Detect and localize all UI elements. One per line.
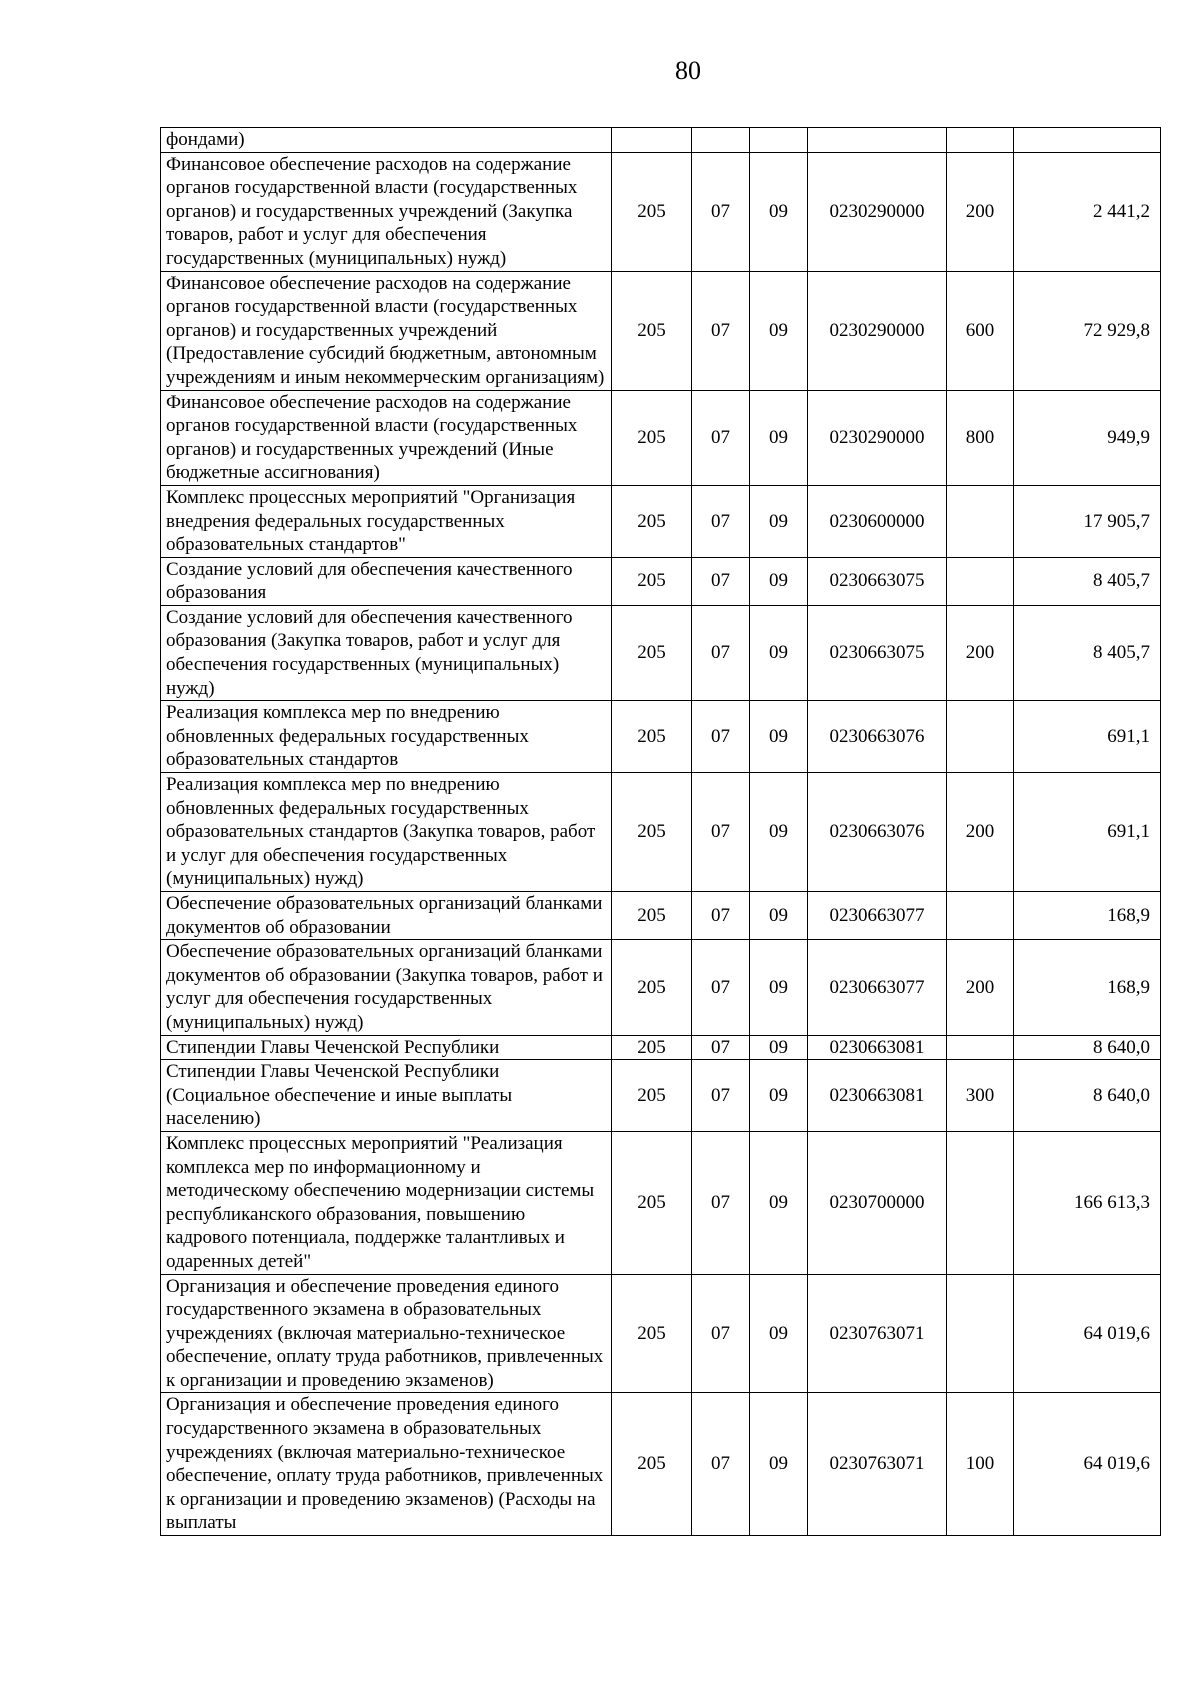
row-section-code-cell <box>692 128 750 153</box>
row-subsection-code-cell: 09 <box>750 605 808 700</box>
row-subsection-code-cell <box>750 128 808 153</box>
row-expense-type-cell: 200 <box>947 773 1014 892</box>
table-row <box>161 1131 1161 1274</box>
row-subsection-code-cell: 09 <box>750 701 808 773</box>
row-amount-cell: 949,9 <box>1014 390 1161 485</box>
row-amount-cell: 17 905,7 <box>1014 485 1161 557</box>
row-target-article-cell: 0230663081 <box>808 1035 947 1060</box>
row-name-cell: Реализация комплекса мер по внедрению обновленных федеральных государственных образовательных стандартов (Закупка товаров, работ и услуг для обеспечения государственных (муниципальных) нужд) <box>161 773 612 892</box>
table-row <box>161 1035 1161 1060</box>
row-subsection-code-cell: 09 <box>750 773 808 892</box>
budget-table-body <box>161 128 1161 1536</box>
row-ministry-code-cell: 205 <box>612 152 692 271</box>
row-amount-cell: 691,1 <box>1014 773 1161 892</box>
row-section-code-cell: 07 <box>692 940 750 1035</box>
row-ministry-code-cell: 205 <box>612 485 692 557</box>
row-section-code-cell: 07 <box>692 152 750 271</box>
row-amount-cell <box>1014 128 1161 153</box>
row-target-article-cell: 0230700000 <box>808 1131 947 1274</box>
table-row <box>161 390 1161 485</box>
row-ministry-code-cell: 205 <box>612 1035 692 1060</box>
row-subsection-code-cell: 09 <box>750 152 808 271</box>
table-row <box>161 485 1161 557</box>
row-name-cell: Создание условий для обеспечения качественного образования (Закупка товаров, работ и услуг для обеспечения государственных (муниципальных) нужд) <box>161 605 612 700</box>
row-expense-type-cell <box>947 557 1014 605</box>
row-ministry-code-cell: 205 <box>612 940 692 1035</box>
row-name-cell: Стипендии Главы Чеченской Республики <box>161 1035 612 1060</box>
row-expense-type-cell <box>947 128 1014 153</box>
row-amount-cell: 72 929,8 <box>1014 271 1161 390</box>
budget-table <box>160 127 1161 1536</box>
row-ministry-code-cell: 205 <box>612 1393 692 1536</box>
row-target-article-cell: 0230763071 <box>808 1274 947 1393</box>
table-row <box>161 773 1161 892</box>
row-name-cell: Финансовое обеспечение расходов на содержание органов государственной власти (государственных органов) и государственных учреждений (Иные бюджетные ассигнования) <box>161 390 612 485</box>
table-row <box>161 271 1161 390</box>
table-row <box>161 128 1161 153</box>
table-row <box>161 940 1161 1035</box>
row-amount-cell: 8 405,7 <box>1014 557 1161 605</box>
row-name-cell: Организация и обеспечение проведения единого государственного экзамена в образовательных учреждениях (включая материально-техническое обеспечение, оплату труда работников, привлеченных к организации и проведению экзаменов) <box>161 1274 612 1393</box>
row-amount-cell: 168,9 <box>1014 940 1161 1035</box>
row-expense-type-cell <box>947 1131 1014 1274</box>
row-name-cell: Комплекс процессных мероприятий "Реализация комплекса мер по информационному и методическому обеспечению модернизации системы республиканского образования, повышению кадрового потенциала, поддержке талантливых и одаренных детей" <box>161 1131 612 1274</box>
row-section-code-cell: 07 <box>692 557 750 605</box>
row-amount-cell: 8 640,0 <box>1014 1035 1161 1060</box>
row-expense-type-cell <box>947 485 1014 557</box>
row-subsection-code-cell: 09 <box>750 271 808 390</box>
row-name-cell: Стипендии Главы Чеченской Республики (Социальное обеспечение и иные выплаты населению) <box>161 1060 612 1132</box>
row-ministry-code-cell: 205 <box>612 1131 692 1274</box>
row-amount-cell: 166 613,3 <box>1014 1131 1161 1274</box>
row-amount-cell: 8 405,7 <box>1014 605 1161 700</box>
row-target-article-cell: 0230663076 <box>808 701 947 773</box>
row-ministry-code-cell: 205 <box>612 701 692 773</box>
row-expense-type-cell: 200 <box>947 940 1014 1035</box>
row-expense-type-cell: 200 <box>947 152 1014 271</box>
row-target-article-cell: 0230663081 <box>808 1060 947 1132</box>
row-expense-type-cell: 100 <box>947 1393 1014 1536</box>
row-section-code-cell: 07 <box>692 605 750 700</box>
table-row <box>161 557 1161 605</box>
row-name-cell: Организация и обеспечение проведения единого государственного экзамена в образовательных учреждениях (включая материально-техническое обеспечение, оплату труда работников, привлеченных к организации и проведению экзаменов) (Расходы на выплаты <box>161 1393 612 1536</box>
row-target-article-cell: 0230763071 <box>808 1393 947 1536</box>
row-target-article-cell: 0230290000 <box>808 390 947 485</box>
table-row <box>161 1060 1161 1132</box>
row-target-article-cell: 0230290000 <box>808 152 947 271</box>
row-section-code-cell: 07 <box>692 892 750 940</box>
row-subsection-code-cell: 09 <box>750 1131 808 1274</box>
row-ministry-code-cell: 205 <box>612 557 692 605</box>
row-subsection-code-cell: 09 <box>750 1393 808 1536</box>
row-target-article-cell: 0230663077 <box>808 892 947 940</box>
row-ministry-code-cell <box>612 128 692 153</box>
row-subsection-code-cell: 09 <box>750 390 808 485</box>
page-number: 80 <box>675 56 701 85</box>
table-row <box>161 701 1161 773</box>
row-subsection-code-cell: 09 <box>750 557 808 605</box>
row-target-article-cell: 0230290000 <box>808 271 947 390</box>
table-row <box>161 1393 1161 1536</box>
table-row <box>161 892 1161 940</box>
row-expense-type-cell: 300 <box>947 1060 1014 1132</box>
row-amount-cell: 691,1 <box>1014 701 1161 773</box>
row-section-code-cell: 07 <box>692 390 750 485</box>
row-target-article-cell: 0230663076 <box>808 773 947 892</box>
row-name-cell: Комплекс процессных мероприятий "Организация внедрения федеральных государственных образовательных стандартов" <box>161 485 612 557</box>
row-expense-type-cell: 600 <box>947 271 1014 390</box>
row-expense-type-cell: 200 <box>947 605 1014 700</box>
row-ministry-code-cell: 205 <box>612 1060 692 1132</box>
row-target-article-cell <box>808 128 947 153</box>
row-section-code-cell: 07 <box>692 701 750 773</box>
row-section-code-cell: 07 <box>692 1274 750 1393</box>
row-amount-cell: 2 441,2 <box>1014 152 1161 271</box>
row-name-cell: Создание условий для обеспечения качественного образования <box>161 557 612 605</box>
row-target-article-cell: 0230663077 <box>808 940 947 1035</box>
row-subsection-code-cell: 09 <box>750 1035 808 1060</box>
row-name-cell: Финансовое обеспечение расходов на содержание органов государственной власти (государственных органов) и государственных учреждений (Предоставление субсидий бюджетным, автономным учреждениям и иным некоммерческим организациям) <box>161 271 612 390</box>
row-ministry-code-cell: 205 <box>612 390 692 485</box>
row-subsection-code-cell: 09 <box>750 940 808 1035</box>
row-section-code-cell: 07 <box>692 271 750 390</box>
row-amount-cell: 64 019,6 <box>1014 1274 1161 1393</box>
row-target-article-cell: 0230600000 <box>808 485 947 557</box>
row-section-code-cell: 07 <box>692 1035 750 1060</box>
row-section-code-cell: 07 <box>692 1393 750 1536</box>
row-amount-cell: 8 640,0 <box>1014 1060 1161 1132</box>
row-amount-cell: 168,9 <box>1014 892 1161 940</box>
table-row <box>161 152 1161 271</box>
row-expense-type-cell: 800 <box>947 390 1014 485</box>
table-row <box>161 1274 1161 1393</box>
row-section-code-cell: 07 <box>692 1060 750 1132</box>
row-section-code-cell: 07 <box>692 1131 750 1274</box>
row-section-code-cell: 07 <box>692 485 750 557</box>
row-amount-cell: 64 019,6 <box>1014 1393 1161 1536</box>
row-ministry-code-cell: 205 <box>612 271 692 390</box>
row-name-cell: Финансовое обеспечение расходов на содержание органов государственной власти (государственных органов) и государственных учреждений (Закупка товаров, работ и услуг для обеспечения государственных (муниципальных) нужд) <box>161 152 612 271</box>
row-subsection-code-cell: 09 <box>750 892 808 940</box>
row-ministry-code-cell: 205 <box>612 1274 692 1393</box>
row-section-code-cell: 07 <box>692 773 750 892</box>
row-ministry-code-cell: 205 <box>612 773 692 892</box>
row-expense-type-cell <box>947 1035 1014 1060</box>
row-subsection-code-cell: 09 <box>750 485 808 557</box>
row-target-article-cell: 0230663075 <box>808 557 947 605</box>
row-expense-type-cell <box>947 1274 1014 1393</box>
row-expense-type-cell <box>947 701 1014 773</box>
row-name-cell: Обеспечение образовательных организаций бланками документов об образовании <box>161 892 612 940</box>
row-subsection-code-cell: 09 <box>750 1274 808 1393</box>
row-ministry-code-cell: 205 <box>612 892 692 940</box>
row-expense-type-cell <box>947 892 1014 940</box>
row-ministry-code-cell: 205 <box>612 605 692 700</box>
table-row <box>161 605 1161 700</box>
row-name-cell: Реализация комплекса мер по внедрению обновленных федеральных государственных образовательных стандартов <box>161 701 612 773</box>
row-target-article-cell: 0230663075 <box>808 605 947 700</box>
row-name-cell: Обеспечение образовательных организаций бланками документов об образовании (Закупка товаров, работ и услуг для обеспечения государственных (муниципальных) нужд) <box>161 940 612 1035</box>
row-subsection-code-cell: 09 <box>750 1060 808 1132</box>
row-name-cell: фондами) <box>161 128 612 153</box>
